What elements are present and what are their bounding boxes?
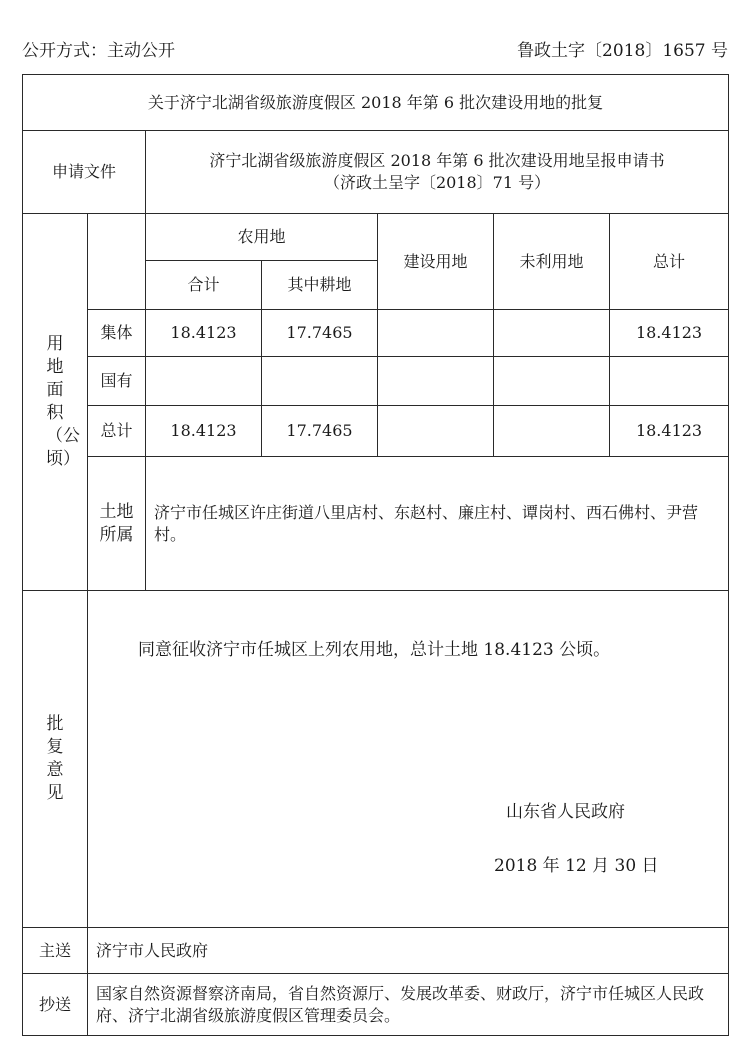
row-label: 集体 bbox=[88, 310, 146, 357]
cell-total: 18.4123 bbox=[610, 310, 729, 357]
header-total: 总计 bbox=[610, 214, 729, 310]
cc-recipients: 国家自然资源督察济南局，省自然资源厅、发展改革委、财政厅，济宁市任城区人民政府、济宁北湖省级旅游度假区管理委员会。 bbox=[88, 974, 729, 1036]
main-recipient-label: 主送 bbox=[23, 928, 88, 974]
header-farmland: 农用地 bbox=[146, 214, 378, 261]
cell-subtotal bbox=[146, 357, 262, 406]
cell-cultivated: 17.7465 bbox=[262, 310, 378, 357]
opinion-label bbox=[23, 591, 88, 928]
document-title: 关于济宁北湖省级旅游度假区 2018 年第 6 批次建设用地的批复 bbox=[23, 75, 729, 131]
cell-subtotal: 18.4123 bbox=[146, 310, 262, 357]
application-label bbox=[23, 131, 146, 214]
land-area-label bbox=[23, 214, 88, 591]
application-document-number: （济政土呈字〔2018〕71 号） bbox=[323, 173, 551, 192]
cell-total: 18.4123 bbox=[610, 406, 729, 457]
header-cultivated: 其中耕地 bbox=[262, 261, 378, 310]
issuing-authority: 山东省人民政府 bbox=[506, 802, 625, 822]
cell-cultivated bbox=[262, 357, 378, 406]
ownership-label bbox=[88, 457, 146, 591]
cell-construction bbox=[378, 406, 494, 457]
approval-form-table bbox=[22, 74, 729, 1036]
opinion-label-text: 批复意见 bbox=[46, 714, 64, 803]
cell-unused bbox=[494, 357, 610, 406]
application-label-text: 申请文件 bbox=[51, 162, 116, 181]
land-ownership: 济宁市任城区许庄街道八里店村、东赵村、廉庄村、谭岗村、西石佛村、尹营村。 bbox=[146, 457, 729, 591]
cell-unused bbox=[494, 406, 610, 457]
cell-cultivated: 17.7465 bbox=[262, 406, 378, 457]
row-label: 总计 bbox=[88, 406, 146, 457]
cc-label: 抄送 bbox=[23, 974, 88, 1036]
header-unused-land: 未利用地 bbox=[494, 214, 610, 310]
blank-header-cell bbox=[88, 214, 146, 310]
main-recipient: 济宁市人民政府 bbox=[88, 928, 729, 974]
table-row-total bbox=[23, 406, 729, 457]
header-construction-land: 建设用地 bbox=[378, 214, 494, 310]
cell-construction bbox=[378, 357, 494, 406]
application-document bbox=[146, 131, 729, 214]
header-subtotal: 合计 bbox=[146, 261, 262, 310]
ownership-label-text: 土地所属 bbox=[99, 501, 134, 545]
approval-opinion bbox=[88, 591, 729, 928]
table-row-state bbox=[23, 357, 729, 406]
document-number: 鲁政土字〔2018〕1657 号 bbox=[517, 40, 728, 61]
cell-subtotal: 18.4123 bbox=[146, 406, 262, 457]
land-area-label-text: 用地面积（公顷） bbox=[46, 334, 80, 469]
cell-construction bbox=[378, 310, 494, 357]
application-document-title: 济宁北湖省级旅游度假区 2018 年第 6 批次建设用地呈报申请书 bbox=[209, 151, 665, 170]
issue-date: 2018 年 12 月 30 日 bbox=[494, 856, 659, 876]
table-row-collective bbox=[23, 310, 729, 357]
cell-unused bbox=[494, 310, 610, 357]
row-label: 国有 bbox=[88, 357, 146, 406]
disclosure-method: 公开方式：主动公开 bbox=[22, 40, 175, 61]
opinion-text: 同意征收济宁市任城区上列农用地，总计土地 18.4123 公顷。 bbox=[138, 640, 611, 660]
document-header bbox=[22, 34, 728, 62]
cell-total bbox=[610, 357, 729, 406]
